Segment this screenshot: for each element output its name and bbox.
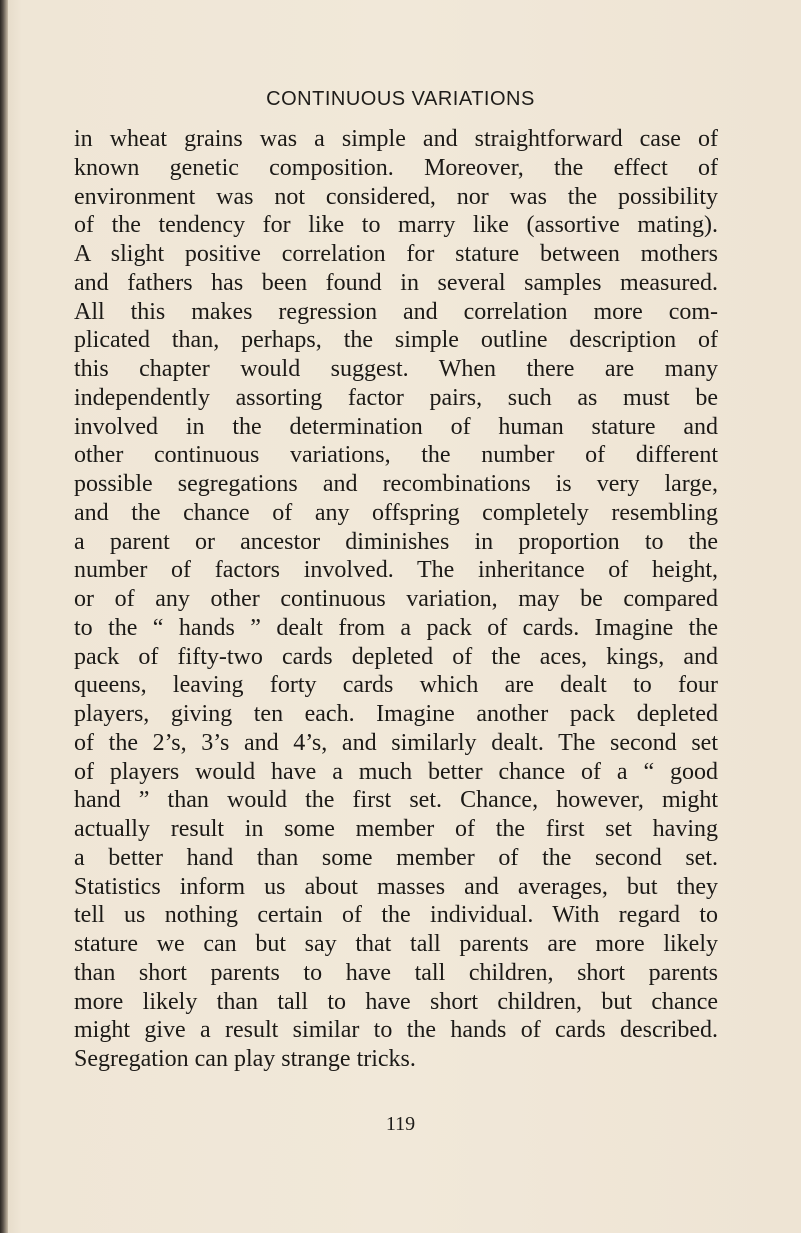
text-line: involved in the determination of human stature and: [74, 413, 718, 440]
text-line: and fathers has been found in several samples measured.: [74, 269, 718, 296]
text-line: queens, leaving forty cards which are dealt to four: [74, 672, 718, 699]
text-line: to the “ hands ” dealt from a pack of cards. Imagine the: [74, 614, 718, 641]
text-line: known genetic composition. Moreover, the effect of: [74, 154, 718, 181]
text-line: more likely than tall to have short children, but chance: [74, 988, 718, 1015]
text-line: possible segregations and recombinations is very large,: [74, 471, 718, 497]
body-text: [74, 125, 718, 1074]
text-line: stature we can but say that tall parents are more likely: [74, 931, 718, 957]
text-line: and the chance of any offspring completely resembling: [74, 499, 718, 526]
text-line: this chapter would suggest. When there are many: [74, 356, 718, 382]
text-line-final: Segregation can play strange tricks.: [74, 1046, 416, 1072]
text-line: A slight positive correlation for stature between mothers: [74, 241, 718, 267]
text-line: tell us nothing certain of the individual. With regard to: [74, 902, 718, 929]
text-line: plicated than, perhaps, the simple outline description of: [74, 327, 718, 354]
text-line: hand ” than would the first set. Chance, however, might: [74, 787, 718, 814]
page-binding-edge: [0, 0, 8, 1233]
text-line: of the 2’s, 3’s and 4’s, and similarly dealt. The second set: [74, 729, 718, 756]
text-line: pack of fifty-two cards depleted of the aces, kings, and: [74, 643, 718, 670]
text-line: a better hand than some member of the second set.: [74, 844, 718, 871]
page-number: 119: [385, 1113, 416, 1135]
text-line: than short parents to have tall children, short parents: [74, 959, 718, 986]
text-line: of the tendency for like to marry like (assortive mating).: [74, 212, 718, 239]
text-line: might give a result similar to the hands of cards described.: [74, 1017, 718, 1044]
text-line: independently assorting factor pairs, such as must be: [74, 384, 718, 411]
text-line: players, giving ten each. Imagine another pack depleted: [74, 701, 718, 727]
text-line: a parent or ancestor diminishes in proportion to the: [74, 528, 718, 555]
text-line: other continuous variations, the number of different: [74, 442, 718, 469]
text-line: actually result in some member of the first set having: [74, 816, 718, 842]
text-line: of players would have a much better chance of a “ good: [74, 758, 718, 785]
running-head: CONTINUOUS VARIATIONS: [266, 88, 535, 110]
text-line: All this makes regression and correlation more com-: [74, 298, 718, 325]
text-line: environment was not considered, nor was the possibility: [74, 183, 718, 210]
text-line: in wheat grains was a simple and straightforward case of: [74, 126, 718, 152]
text-line: number of factors involved. The inheritance of height,: [74, 557, 718, 584]
text-line: or of any other continuous variation, may be compared: [74, 586, 718, 612]
text-line: Statistics inform us about masses and averages, but they: [74, 873, 718, 900]
